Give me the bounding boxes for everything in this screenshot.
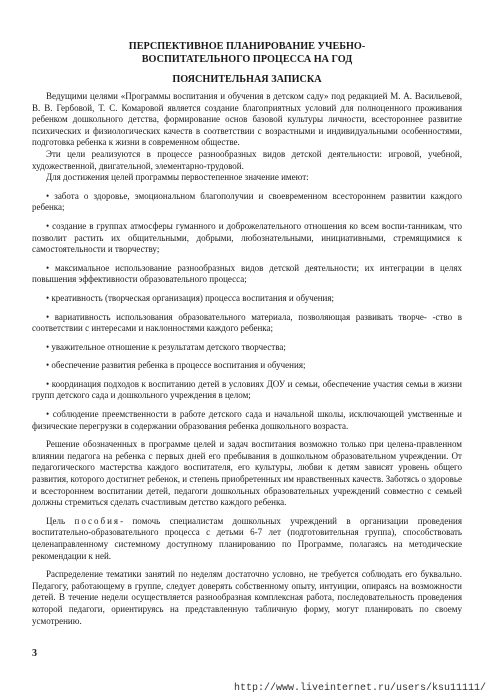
bullet-atmosphere: • создание в группах атмосферы гуманного и доброжелательного отношения ко всем воспи-танникам, что позволит растить их общительными, добрыми, любознательными, инициативными, стремящимися к самостоятельности и творчеству;: [32, 220, 462, 255]
bullet-creativity: • креативность (творческая организация) процесса воспитания и обучения;: [46, 292, 334, 303]
paragraph-priorities-lead: Для достижения целей программы первостепенное значение имеют:: [46, 172, 309, 183]
bullet-variability: • вариативность использования образовательного материала, позволяющая развивать творче- -ство в соответствии с интересами и наклонностями каждого ребенка;: [32, 311, 462, 334]
goal-spaced-word: пособия: [74, 515, 121, 526]
title-line-1: ПЕРСПЕКТИВНОЕ ПЛАНИРОВАНИЕ УЧЕБНО-: [128, 41, 366, 52]
paragraph-goal: [32, 516, 462, 562]
bullet-respect: • уважительное отношение к результатам детского творчества;: [46, 341, 286, 352]
paragraph-distribution: Распределение тематики занятий по неделям достаточно условно, не требуется соблюдать его буквально. Педагогу, работающему в группе, следует доверять собственному опыту, интуиции, опираясь на возможности детей. В течение недели осуществляется разнообразная комплексная работа, последовательность проведения которой педагоги, ориентируясь на представленную табличную форму, могут планировать по своему усмотрению.: [32, 569, 462, 626]
paragraph-solution: Решение обозначенных в программе целей и задач воспитания возможно только при целена-правленном влиянии педагога на ребенка с первых дней его пребывания в дошкольном образовательном учреждении. От педагогического мастерства каждого воспитателя, его культуры, любви к детям зависят уровень общего развития, которого достигнет ребенок, и степень приобретенных им нравственных качеств. Заботясь о здоровье и всестороннем воспитании детей, педагоги дошкольных образовательных учреждений совместно с семьей должны стремиться сделать счастливым детство каждого ребенка.: [32, 439, 462, 508]
bullet-coordination: • координация подходов к воспитанию детей в условиях ДОУ и семьи, обеспечение участия семьи в жизни групп детского сада и дошкольного учреждения в целом;: [32, 378, 462, 401]
bullet-activities: • максимальное использование разнообразных видов детской деятельности; их интеграции в целях повышения эффективности образовательного процесса;: [32, 262, 462, 285]
page-number: 3: [32, 648, 37, 659]
bullet-development: • обеспечение развития ребенка в процессе воспитания и обучения;: [46, 360, 306, 371]
paragraph-intro: Ведущими целями «Программы воспитания и обучения в детском саду» под редакцией М. А. Васильевой, В. В. Гербовой, Т. С. Комаровой является создание благоприятных условий для полноценного проживания ребенком дошкольного детства, формирование основ базовой культуры личности, всестороннее развитие психических и физиологических качеств в соответствии с возрастными и индивидуальными особенностями, подготовка ребенка к жизни в современном обществе.: [32, 91, 462, 148]
goal-prefix: Цель: [46, 515, 75, 526]
goal-rest: - помочь специалистам дошкольных учреждений в организации проведения воспитательно-образовательного процесса с детьми 6-7 лет (подготовительная группа), способствовать целенаправленному системному доступному планированию по Программе, полагаясь на методические рекомендации к ней.: [32, 515, 462, 561]
bullet-health: • забота о здоровье, эмоциональном благополучии и своевременном всестороннем развитии каждого ребенка;: [32, 190, 462, 213]
bullet-continuity: • соблюдение преемственности в работе детского сада и начальной школы, исключающей умственные и физические перегрузки в содержании образования ребенка дошкольного возраста.: [32, 409, 462, 431]
document-title: [32, 40, 462, 66]
document-subtitle: ПОЯСНИТЕЛЬНАЯ ЗАПИСКА: [172, 74, 322, 85]
paragraph-activities: Эти цели реализуются в процессе разнообразных видов детской деятельности: игровой, учебной, художественной, двигательной, элементарно-трудовой.: [32, 148, 462, 171]
title-line-2: ВОСПИТАТЕЛЬНОГО ПРОЦЕССА НА ГОД: [141, 54, 353, 65]
document-page: [32, 40, 462, 627]
watermark-url: http://www.liveinternet.ru/users/ksu11111/: [233, 683, 486, 694]
